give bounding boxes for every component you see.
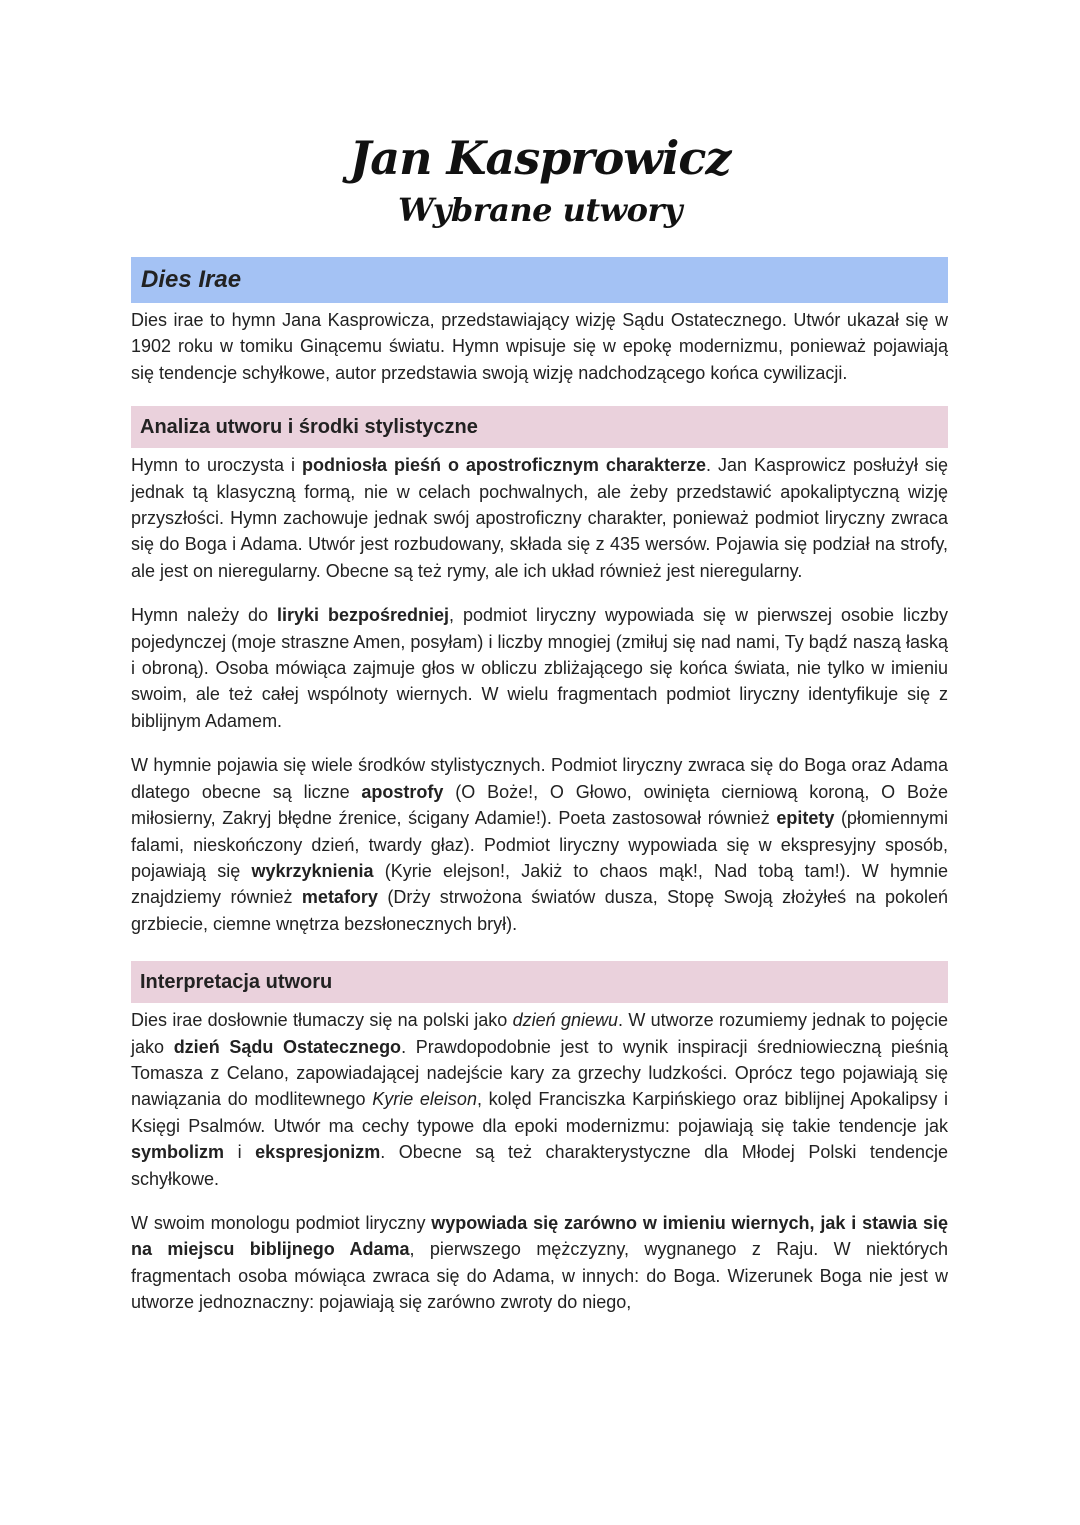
italic-term: Kyrie eleison [372,1089,477,1110]
text-run: . Obecne są też charakterystyczne dla Młodej Polski tendencje schyłkowe. [131,1142,948,1189]
bold-term: wykrzyknienia [251,860,374,881]
section-header-dies-irae: Dies Irae [131,257,948,303]
title-block [0,130,1080,232]
text-run: , podmiot liryczny wypowiada się w pierwszej osobie liczby pojedynczej (moje straszne Amen, posyłam) i liczby mnogiej (zmiłuj się nad nami, Ty bądź naszą łaską i obroną). Osoba mówiąca zajmuje głos w obliczu zbliżającego się końca świata, nie tylko w imieniu swoim, ale też całej wspólnoty wiernych. W wielu fragmentach podmiot liryczny identyfikuje się z biblijnym Adamem. [131,605,948,731]
bold-term: dzień Sądu Ostatecznego [173,1036,402,1057]
analysis-paragraph-3 [131,752,948,937]
text-run: , pierwszego mężczyzny, wygnanego z Raju. W niektórych fragmentach osoba mówiąca zwraca się do Adama, w innych: do Boga. Wizerunek Boga nie jest w utworze jednoznaczny: pojawiają się zarówno zwroty do niego, [131,1239,948,1313]
bold-term: apostrofy [361,781,444,802]
text-run: i [224,1142,256,1163]
text-run: W swoim monologu podmiot liryczny [131,1212,432,1233]
text-run: (płomiennymi falami, nieskończony dzień, twardy głaz). Podmiot liryczny wypowiada się w ekspresyjny sposób, pojawiają się [131,808,948,881]
bold-term: ekspresjonizm [255,1142,381,1163]
subsection-header-interpretation: Interpretacja utworu [131,961,948,1003]
text-run: (Drży strwożona światów dusza, Stopę Swoją złożyłeś na pokoleń grzbiecie, ciemne wnętrza bezsłonecznych brył). [131,887,949,934]
bold-term: podniosła pieśń o apostroficznym charakterze [301,455,706,476]
bold-term: epitety [776,808,835,829]
interpretation-paragraph-2 [131,1210,948,1316]
document-content [131,257,948,1316]
text-run: Hymn to uroczysta i [131,455,302,476]
italic-term: dzień gniewu [512,1010,619,1031]
intro-paragraph: Dies irae to hymn Jana Kasprowicza, przedstawiający wizję Sądu Ostatecznego. Utwór ukazał się w 1902 roku w tomiku Ginącemu światu. Hymn wpisuje się w epokę modernizmu, ponieważ pojawiają się tendencje schyłkowe, autor przedstawia swoją wizję nadchodzącego końca cywilizacji. [131,310,948,383]
subsection-header-analysis: Analiza utworu i środki stylistyczne [131,406,948,448]
bold-term: metafory [301,887,378,908]
text-run: . Jan Kasprowicz posłużył się jednak tą klasyczną formą, nie w celach pochwalnych, ale żeby przedstawić apokaliptyczną wizję przyszłości. Hymn zachowuje jednak swój apostroficzny charakter, ponieważ podmiot liryczny zwraca się do Boga i Adama. Utwór jest rozbudowany, składa się z 435 wersów. Pojawia się podział na strofy, ale jest on nieregularny. Obecne są też rymy, ale ich układ również jest nieregularny. [131,455,948,581]
text-run: , kolęd Franciszka Karpińskiego oraz biblijnej Apokalipsy i Księgi Psalmów. Utwór ma cechy typowe dla epoki modernizmu: pojawiają się takie tendencje jak [131,1089,948,1136]
document-title: Jan Kasprowicz [349,131,731,185]
text-run: Hymn należy do [131,605,277,626]
analysis-paragraph-2 [131,602,948,734]
bold-term: symbolizm [131,1142,225,1163]
text-run: . Prawdopodobnie jest to wynik inspiracji średniowieczną pieśnią Tomasza z Celano, zapowiadającej nadejście kary za grzechy ludzkości. Oprócz tego pojawiają się nawiązania do modlitewnego [131,1036,948,1110]
text-run: (Kyrie elejson!, Jakiż to chaos mąk!, Nad tobą tam!). W hymnie znajdziemy również [131,860,948,908]
text-run: W hymnie pojawia się wiele środków stylistycznych. Podmiot liryczny zwraca się do Boga oraz Adama dlatego obecne są liczne [131,755,948,802]
text-run: Dies irae dosłownie tłumaczy się na polski jako [131,1010,513,1031]
bold-term: wypowiada się zarówno w imieniu wiernych, jak i stawia się na miejscu biblijnego Adama [131,1212,948,1260]
text-run: . W utworze rozumiemy jednak to pojęcie jako [131,1010,949,1057]
bold-term: liryki bezpośredniej [276,605,450,626]
analysis-paragraph-1 [131,452,948,584]
text-run: (O Boże!, O Głowo, owinięta cierniową koroną, O Boże miłosierny, Zakryj błędne źrenice, ścigany Adamie!). Poeta zastosował również [131,781,948,829]
document-subtitle: Wybrane utwory [398,191,682,229]
interpretation-paragraph-1 [131,1007,948,1192]
